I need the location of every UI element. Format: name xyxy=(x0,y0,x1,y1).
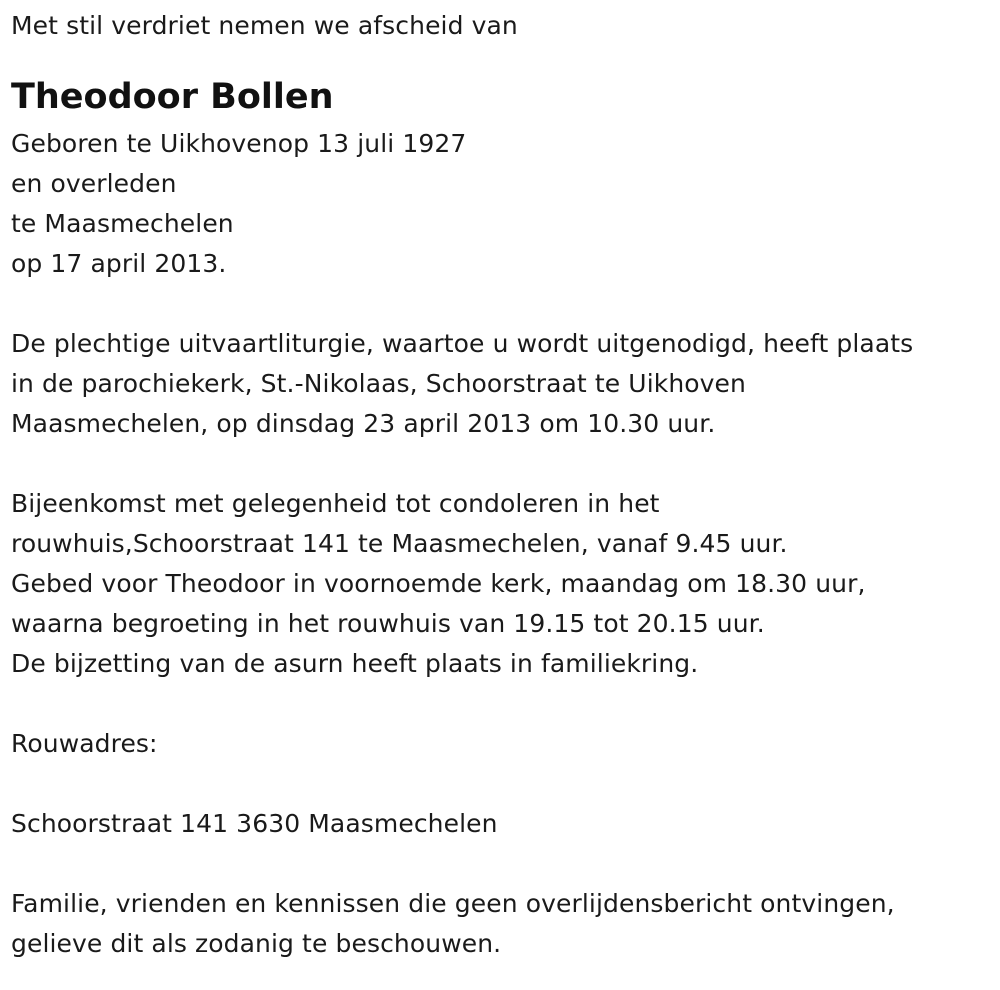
closing-block xyxy=(11,884,991,964)
intro-text: Met stil verdriet nemen we afscheid van xyxy=(11,11,518,40)
spacer xyxy=(11,284,991,324)
obituary-document xyxy=(11,6,991,964)
death-line-2: te Maasmechelen xyxy=(11,209,234,238)
spacer xyxy=(11,764,991,804)
funeral-block xyxy=(11,324,991,444)
gathering-line: Gebed voor Theodoor in voornoemde kerk, maandag om 18.30 uur, xyxy=(11,569,866,598)
gathering-line: De bijzetting van de asurn heeft plaats in familiekring. xyxy=(11,649,699,678)
closing-line: Familie, vrienden en kennissen die geen overlijdensbericht ontvingen, xyxy=(11,889,895,918)
spacer xyxy=(11,444,991,484)
birth-death-block xyxy=(11,124,991,284)
death-line-1: en overleden xyxy=(11,169,177,198)
gathering-line: Bijeenkomst met gelegenheid tot condoleren in het xyxy=(11,489,660,518)
spacer xyxy=(11,844,991,884)
gathering-block xyxy=(11,484,991,684)
gathering-line: waarna begroeting in het rouwhuis van 19.15 tot 20.15 uur. xyxy=(11,609,765,638)
funeral-line: Maasmechelen, op dinsdag 23 april 2013 om 10.30 uur. xyxy=(11,409,716,438)
gathering-line: rouwhuis,Schoorstraat 141 te Maasmechelen, vanaf 9.45 uur. xyxy=(11,529,788,558)
spacer xyxy=(11,684,991,724)
funeral-line: in de parochiekerk, St.-Nikolaas, Schoorstraat te Uikhoven xyxy=(11,369,746,398)
spacer xyxy=(11,46,991,75)
closing-line: gelieve dit als zodanig te beschouwen. xyxy=(11,929,502,958)
death-line-3: op 17 april 2013. xyxy=(11,249,227,278)
funeral-line: De plechtige uitvaartliturgie, waartoe u wordt uitgenodigd, heeft plaats xyxy=(11,329,914,358)
address-label: Rouwadres: xyxy=(11,729,158,758)
address-text: Schoorstraat 141 3630 Maasmechelen xyxy=(11,809,498,838)
deceased-name: Theodoor Bollen xyxy=(11,77,334,117)
birth-line: Geboren te Uikhovenop 13 juli 1927 xyxy=(11,129,467,158)
